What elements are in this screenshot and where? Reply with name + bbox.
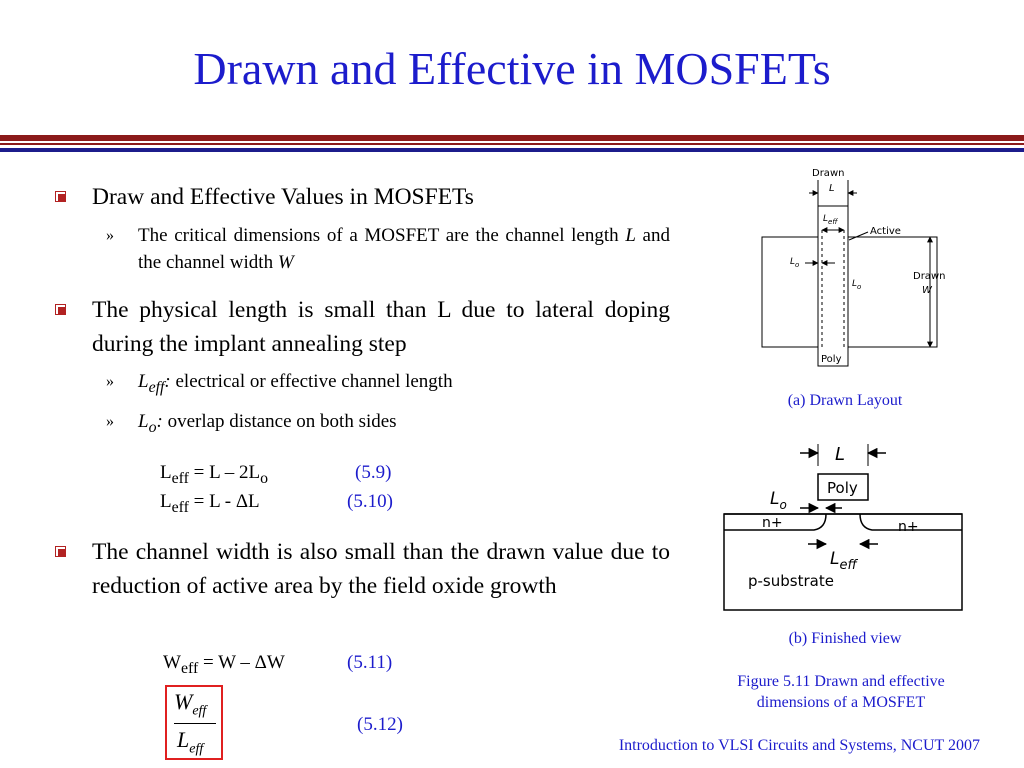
label-n-right: n+ — [898, 519, 919, 535]
label-active: Active — [870, 226, 901, 237]
eq-rhs-sub: o — [260, 469, 269, 487]
label-drawn: Drawn — [812, 168, 845, 179]
var-l: L — [138, 371, 149, 392]
ratio-denominator: $L_{eff}$ — [177, 727, 204, 757]
square-bullet-icon — [55, 304, 66, 315]
title-divider-middle — [0, 143, 1024, 145]
label-l: L — [829, 183, 835, 194]
eq-lhs: L — [160, 491, 172, 512]
eq-rhs: = L - ΔL — [188, 491, 260, 512]
sub-bullet-text: overlap distance on both sides — [162, 410, 397, 432]
equation-5-10 — [160, 491, 260, 517]
bullet-text: The channel width is also small than the drawn value due to reduction of active area by the field oxide growth — [92, 539, 670, 599]
eq-lhs-sub: eff — [180, 659, 199, 677]
sub-bullet-item — [52, 408, 670, 441]
slide-title: Drawn and Effective in MOSFETs — [193, 43, 831, 94]
subscript-eff: eff — [148, 378, 165, 396]
eq-rhs: = L – 2L — [188, 462, 261, 483]
title-divider-bottom — [0, 148, 1024, 152]
sub-bullet-text: and the channel width — [138, 225, 670, 273]
title-divider-top — [0, 135, 1024, 141]
eq-lhs-sub: eff — [171, 469, 189, 487]
label-drawn-w2: W — [922, 285, 932, 296]
square-bullet-icon — [55, 546, 66, 557]
bullet-item — [52, 535, 670, 603]
sub-bullet-text: The critical dimensions of a MOSFET are the channel length — [138, 225, 626, 246]
label-leff: $L_{eff}$ — [823, 214, 838, 226]
ratio-box — [165, 685, 223, 760]
caption-finished-view: (b) Finished view — [788, 630, 902, 647]
drawn-layout-diagram — [750, 160, 970, 370]
square-bullet-icon — [55, 191, 66, 202]
figure-caption-line-1: Figure 5.11 Drawn and effective — [737, 673, 945, 690]
chevron-bullet-icon: » — [106, 412, 114, 430]
label-substrate: p-substrate — [748, 572, 834, 590]
label-n-left: n+ — [762, 515, 783, 531]
colon: : — [156, 410, 163, 432]
label-lo: $L_o$ — [770, 489, 787, 512]
equation-5-9 — [160, 462, 268, 488]
equation-number: (5.9) — [355, 462, 392, 483]
label-lo-right: $L_o$ — [852, 279, 862, 291]
finished-view-diagram — [722, 436, 966, 616]
sub-bullet-item — [52, 368, 670, 401]
eq-lhs-sub: eff — [171, 498, 189, 516]
footer-text: Introduction to VLSI Circuits and Systems, NCUT 2007 — [618, 737, 980, 754]
var-l: L — [625, 225, 636, 246]
chevron-bullet-icon: » — [106, 373, 114, 390]
chevron-bullet-icon: » — [106, 227, 114, 244]
var-l: L — [138, 410, 149, 432]
ratio-numerator: $W_{eff}$ — [174, 689, 207, 719]
equation-number: (5.12) — [357, 714, 403, 735]
sub-bullet-item — [52, 222, 670, 276]
equation-number: (5.11) — [347, 652, 393, 673]
active-region — [762, 237, 937, 347]
bullet-item — [52, 180, 670, 214]
colon: : — [164, 371, 171, 392]
fraction-bar — [174, 723, 216, 724]
label-poly: Poly — [821, 354, 842, 365]
eq-lhs: L — [160, 462, 172, 483]
label-leff: $L_{eff}$ — [830, 549, 857, 573]
bullet-item — [52, 293, 670, 361]
sub-bullet-text: electrical or effective channel length — [170, 371, 453, 392]
equation-5-11 — [163, 652, 285, 678]
eq-rhs: = W – ΔW — [198, 652, 285, 673]
equation-number: (5.10) — [347, 491, 393, 512]
var-w: W — [277, 252, 294, 273]
subscript-o: o — [148, 418, 157, 436]
label-lo-left: $L_o$ — [790, 257, 800, 269]
eq-lhs: W — [163, 652, 181, 673]
figure-caption-line-2: dimensions of a MOSFET — [756, 694, 926, 711]
label-l: L — [835, 444, 846, 465]
label-drawn-w1: Drawn — [913, 271, 946, 282]
label-poly: Poly — [827, 479, 858, 497]
bullet-text: The physical length is small than L due to lateral doping during the implant annealing step — [92, 297, 670, 357]
bullet-list — [52, 180, 670, 441]
caption-drawn-layout: (a) Drawn Layout — [787, 392, 903, 409]
bullet-text: Draw and Effective Values in MOSFETs — [92, 184, 474, 210]
